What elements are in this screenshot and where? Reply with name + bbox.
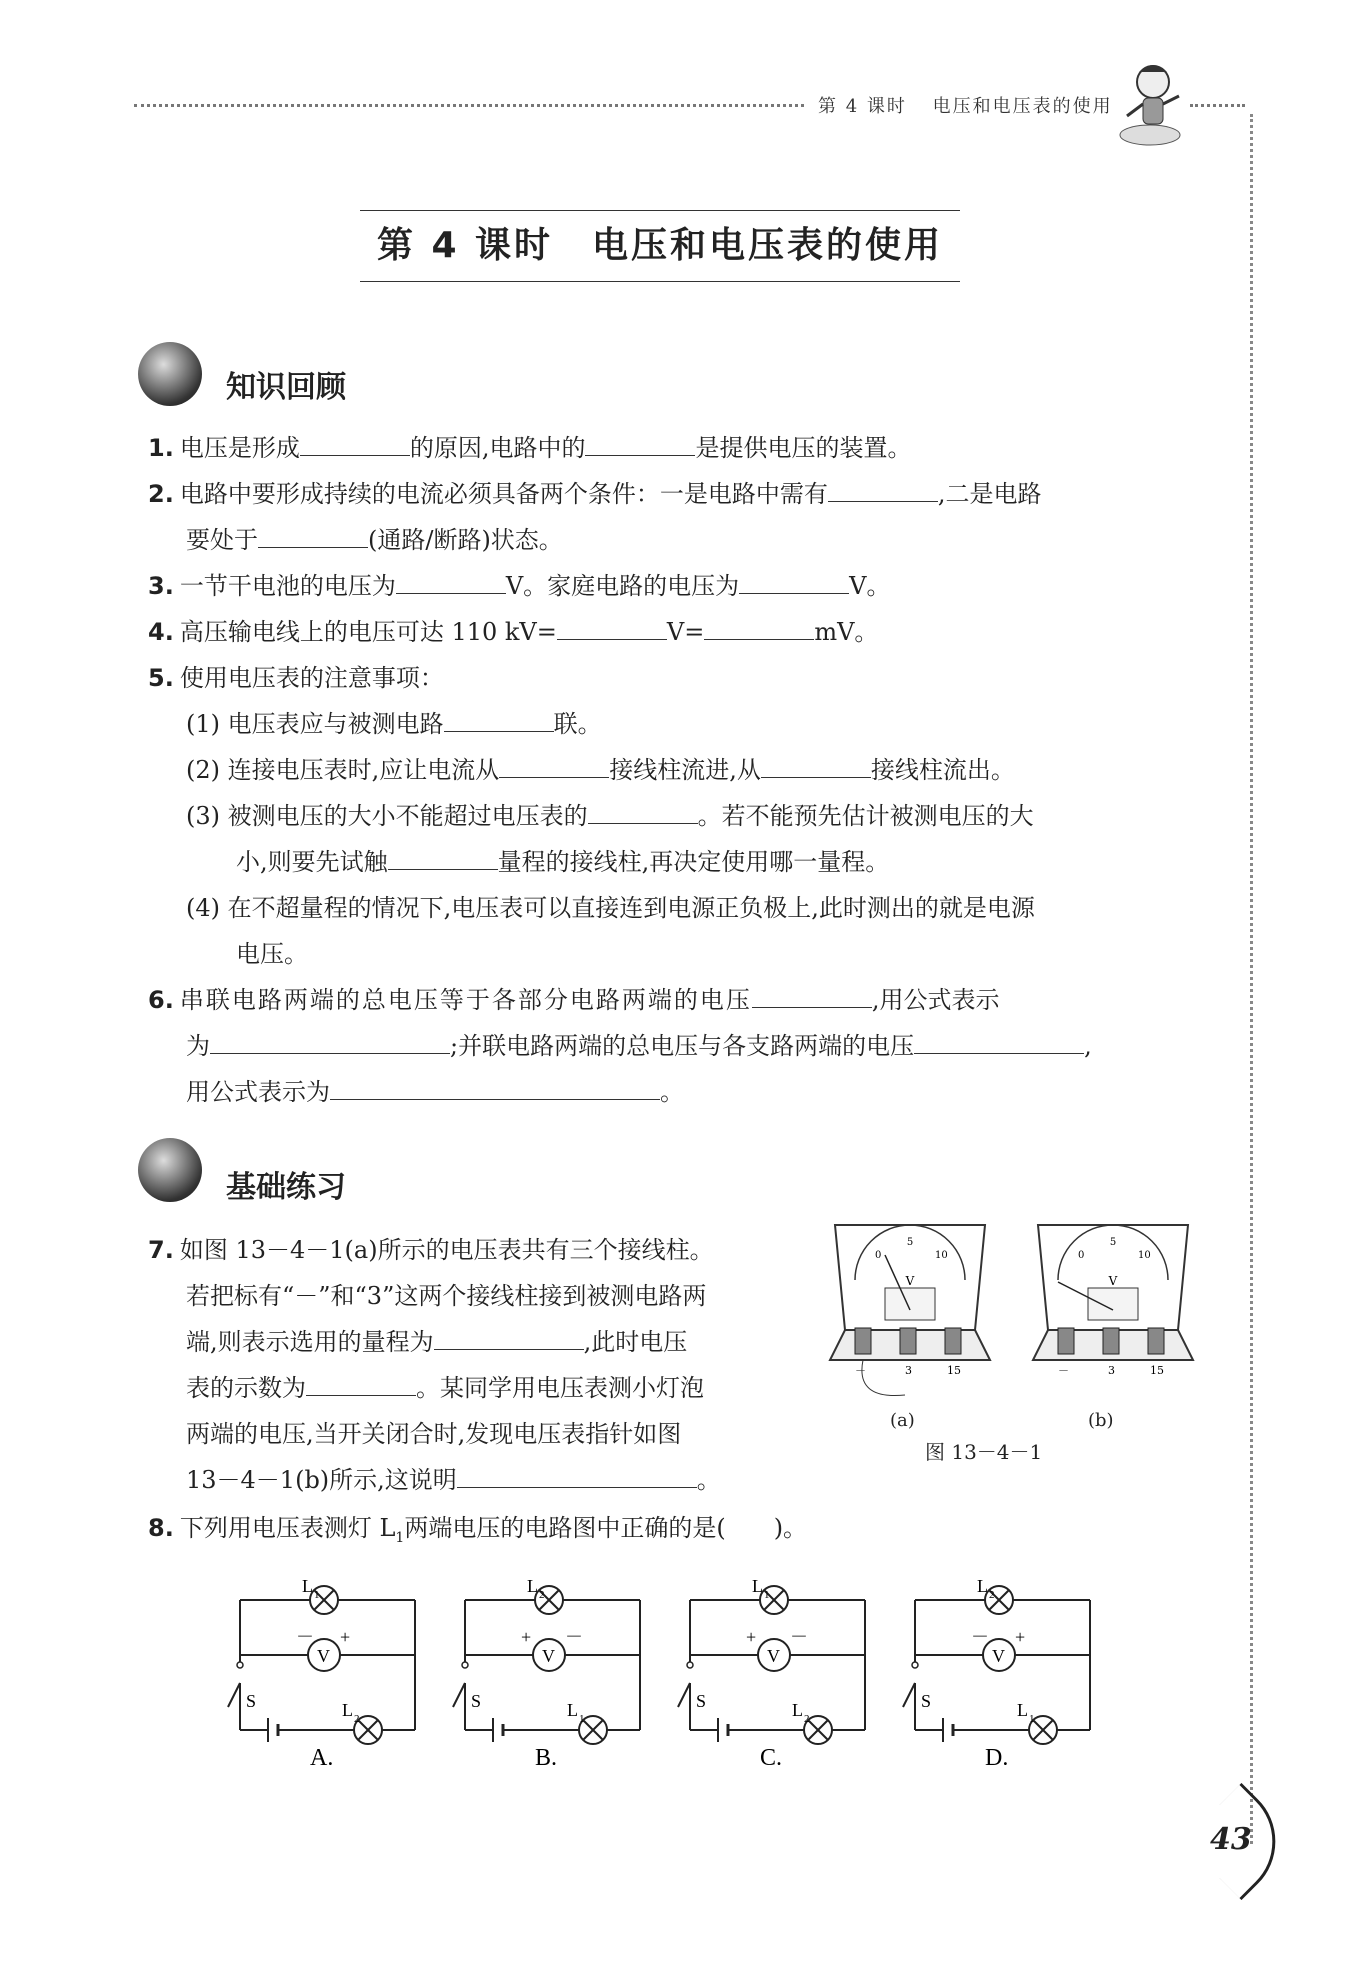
q6-text-6: 用公式表示为 [186,1078,330,1106]
option-label: D. [985,1745,1009,1770]
question-6-cont2 [186,1076,684,1108]
lamp-label-top-sub: 2 [539,1589,545,1601]
q3-text-1: 一节干电池的电压为 [179,572,396,600]
lamp-label-top-sub: 1 [314,1589,320,1601]
question-number: 8. [148,1514,174,1542]
question-number: 4. [148,618,174,646]
question-number: 3. [148,572,174,600]
header-dotted-line [134,104,804,107]
q7-l3b: ,此时电压 [583,1328,688,1356]
q2-text-1: 电路中要形成持续的电流必须具备两个条件：一是电路中需有 [179,480,828,508]
lamp-label-bottom: L [792,1700,803,1720]
q6-text-7: 。 [660,1078,684,1106]
q8-text-1: 下列用电压表测灯 L [179,1514,396,1542]
q6-text-2: ,用公式表示 [871,986,1000,1014]
option-label: B. [535,1745,558,1770]
lamp-label-top: L [977,1576,988,1596]
q1-text-2: 的原因,电路中的 [409,434,586,462]
q8-subscript: 1 [395,1529,405,1546]
lamp-label-bottom-sub: 1 [1029,1713,1035,1725]
q7-l6b: 。 [696,1466,721,1494]
question-4 [148,616,878,648]
blank[interactable] [585,433,695,456]
q4-text-3: mV。 [814,618,879,646]
mascot-illustration [1115,60,1190,150]
q5-s2b: 接线柱流进,从 [609,756,761,784]
switch-contact [237,1662,243,1668]
meter-scale-label: 10 [1138,1250,1151,1261]
lamp-label-bottom: L [1017,1700,1028,1720]
switch-lever [228,1683,240,1707]
meter-scale-label: 5 [906,1237,914,1248]
switch-lever [903,1683,915,1707]
switch-label: S [921,1691,932,1711]
q1-text-3: 是提供电压的装置。 [695,434,912,462]
terminal-sign-left: + [521,1627,532,1647]
voltmeter-figure-a [815,1210,995,1400]
blank[interactable] [828,479,938,502]
blank[interactable] [914,1031,1084,1054]
terminal-label: 15 [1150,1364,1164,1377]
q6-text-1: 串联电路两端的总电压等于各部分电路两端的电压 [179,986,752,1014]
blank[interactable] [330,1077,660,1100]
q5-item-1 [186,708,602,740]
blank[interactable] [588,801,698,824]
option-label: C. [760,1745,783,1770]
switch-label: S [246,1691,257,1711]
switch-lever [678,1683,690,1707]
q7-line-6 [186,1464,721,1496]
terminal-label: 15 [947,1364,961,1377]
q7-line-1: 如图 13－4－1(a)所示的电压表共有三个接线柱。 [179,1236,714,1264]
header-lesson: 第 4 课时 [818,96,907,117]
blank[interactable] [396,571,506,594]
blank[interactable] [752,985,872,1008]
terminal-label: 3 [1108,1364,1115,1377]
terminal-sign-left: － [296,1627,314,1647]
question-number: 1. [148,434,174,462]
q2-text-2: ,二是电路 [937,480,1042,508]
q5-item-4 [186,892,1035,924]
question-number: 7. [148,1236,174,1264]
question-number: 2. [148,480,174,508]
switch-contact [462,1662,468,1668]
blank[interactable] [557,617,667,640]
header-dotted-line-right [1190,104,1245,107]
terminal-sign-right: + [1015,1627,1026,1647]
q7-line-2: 若把标有“－”和“3”这两个接线柱接到被测电路两 [186,1282,707,1310]
terminal-sign-right: + [340,1627,351,1647]
lamp-label-bottom-sub: 1 [579,1713,585,1725]
lamp-label-bottom-sub: 2 [354,1713,360,1725]
section-title-review: 知识回顾 [226,370,346,405]
q4-text-2: V= [666,618,705,646]
q6-text-3: 为 [186,1032,210,1060]
q5-s2a: (2) 连接电压表时,应让电流从 [186,756,500,784]
option-label: A. [310,1745,334,1770]
q7-line-3 [186,1326,687,1358]
q6-text-4: ;并联电路两端的总电压与各支路两端的电压 [450,1032,915,1060]
lamp-label-top: L [752,1576,763,1596]
q5-item-3-cont [236,846,889,878]
voltmeter-symbol: V [767,1646,780,1666]
page-title-box [360,210,960,282]
switch-label: S [471,1691,482,1711]
terminal-label: － [855,1364,866,1377]
voltmeter-symbol: V [317,1646,330,1666]
q1-text-1: 电压是形成 [179,434,300,462]
q5-s4a: (4) 在不超量程的情况下,电压表可以直接连到电源正负极上,此时测出的就是电源 [186,894,1035,922]
q5-s3c: 小,则要先试触 [236,848,388,876]
question-8 [148,1512,807,1554]
figure-caption: 图 13－4－1 [925,1440,1043,1464]
q7-l4a: 表的示数为 [186,1374,306,1402]
meter-symbol: V [905,1274,915,1288]
switch-lever [453,1683,465,1707]
lamp-label-top: L [527,1576,538,1596]
meter-scale-label: 0 [1078,1250,1085,1261]
lamp-label-bottom: L [342,1700,353,1720]
voltmeter-symbol: V [542,1646,555,1666]
question-number: 5. [148,664,174,692]
meter-symbol: V [1108,1274,1118,1288]
question-6-cont [186,1030,1092,1062]
figure-label-b: (b) [1088,1410,1114,1431]
switch-contact [912,1662,918,1668]
q5-s2c: 接线柱流出。 [870,756,1015,784]
blank[interactable] [444,709,554,732]
q7-l3a: 端,则表示选用的量程为 [186,1328,434,1356]
q5-s4b: 电压。 [236,940,308,968]
section-title-practice: 基础练习 [226,1170,346,1205]
terminal-label: 3 [905,1364,912,1377]
side-dotted-line [1250,114,1253,1844]
blank[interactable] [457,1465,697,1488]
circuit-diagrams [220,1570,1140,1770]
q7-line-5: 两端的电压,当开关闭合时,发现电压表指针如图 [186,1420,682,1448]
blank[interactable] [210,1031,450,1054]
q6-text-5: , [1084,1032,1092,1060]
lamp-label-top-sub: 1 [764,1589,770,1601]
q5-s3a: (3) 被测电压的大小不能超过电压表的 [186,802,588,830]
lamp-label-bottom: L [567,1700,578,1720]
blank[interactable] [499,755,609,778]
blank[interactable] [306,1373,416,1396]
switch-label: S [696,1691,707,1711]
terminal-sign-left: － [971,1627,989,1647]
lamp-label-bottom-sub: 2 [804,1713,810,1725]
blank[interactable] [761,755,871,778]
q7-l4b: 。某同学用电压表测小灯泡 [416,1374,704,1402]
terminal-sign-right: － [565,1627,583,1647]
question-2 [148,478,1041,510]
q5-item-3 [186,800,1034,832]
q5-item-4-cont [236,938,308,970]
q8-text-2: 两端电压的电路图中正确的是( )。 [404,1514,808,1542]
q5-item-2 [186,754,1015,786]
blank[interactable] [739,571,849,594]
terminal-label: － [1058,1364,1069,1377]
q5-s1b: 联。 [553,710,602,738]
terminal-sign-left: + [746,1627,757,1647]
q3-text-3: V。 [849,572,891,600]
q5-text-1: 使用电压表的注意事项： [179,664,444,692]
switch-contact [687,1662,693,1668]
globe-icon [138,1138,202,1202]
question-3 [148,570,891,602]
question-5 [148,662,444,694]
page-number: 43 [1210,1822,1252,1857]
question-7 [148,1234,714,1266]
lamp-label-top: L [302,1576,313,1596]
blank[interactable] [434,1327,584,1350]
terminal-sign-right: － [790,1627,808,1647]
question-2-cont [186,524,563,556]
meter-scale-label: 10 [935,1250,948,1261]
question-6 [148,984,999,1016]
q3-text-2: V。家庭电路的电压为 [505,572,740,600]
blank[interactable] [258,525,368,548]
figure-label-a: (a) [890,1410,915,1431]
question-number: 6. [148,986,174,1014]
q4-text-1: 高压输电线上的电压可达 110 kV= [179,618,557,646]
blank[interactable] [388,847,498,870]
voltmeter-figure-b [1018,1210,1198,1400]
meter-scale-label: 0 [875,1250,882,1261]
q5-s3b: 。若不能预先估计被测电压的大 [697,802,1034,830]
blank[interactable] [704,617,814,640]
voltmeter-symbol: V [992,1646,1005,1666]
q7-l6a: 13－4－1(b)所示,这说明 [186,1466,457,1494]
q2-text-4: (通路/断路)状态。 [368,526,563,554]
q5-s1a: (1) 电压表应与被测电路 [186,710,444,738]
q7-line-4 [186,1372,704,1404]
question-1 [148,432,911,464]
q2-text-3: 要处于 [186,526,258,554]
running-header [818,92,1113,118]
page-title: 第 4 课时 电压和电压表的使用 [376,225,944,266]
q5-s3d: 量程的接线柱,再决定使用哪一量程。 [497,848,890,876]
meter-scale-label: 5 [1109,1237,1117,1248]
header-title: 电压和电压表的使用 [932,96,1113,117]
globe-icon [138,342,202,406]
lamp-label-top-sub: 2 [989,1589,995,1601]
blank[interactable] [300,433,410,456]
